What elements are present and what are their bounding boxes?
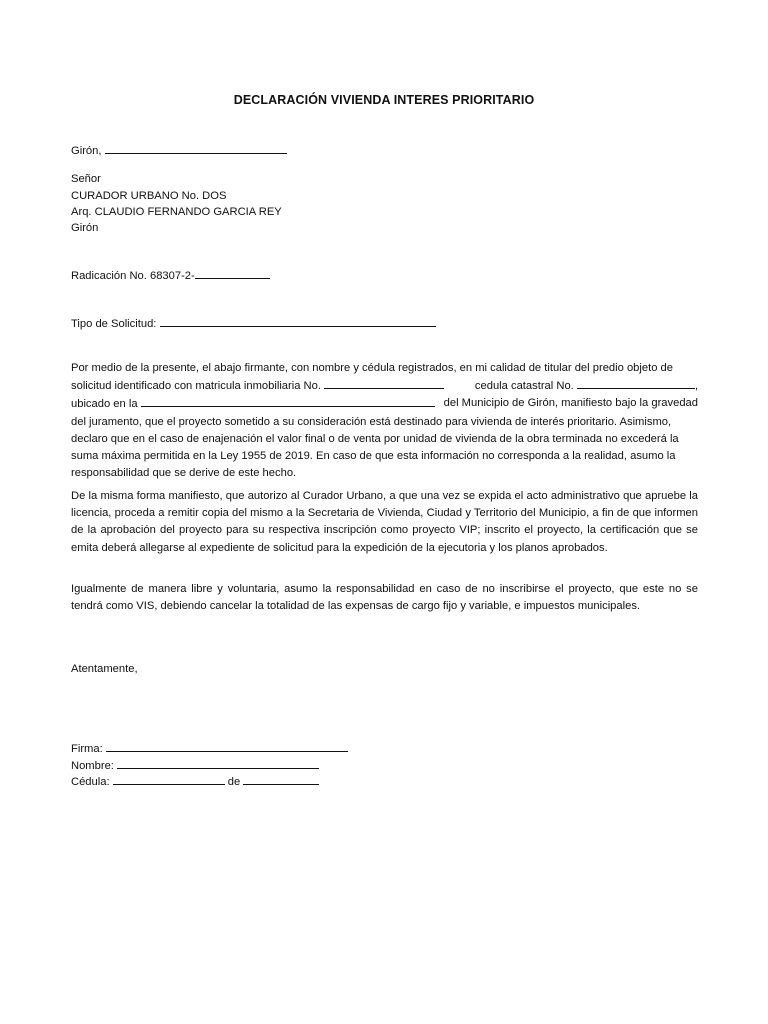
paragraph-3-text: Igualmente de manera libre y voluntaria, asumo la responsabilidad en caso de no inscribirse el proyecto, que este no se tendrá como VIS, debiendo cancelar la totalidad de las expensas de cargo fijo y variable, e impuestos municipales. <box>71 583 698 613</box>
paragraph-2-text: De la misma forma manifiesto, que autorizo al Curador Urbano, a que una vez se expida el acto administrativo que apruebe la licencia, proceda a remitir copia del mismo a la Secretaria de Vivienda, Ciudad y Territorio del Municipio, a fin de que informen de la aprobación del proyecto para su respectiva inscripción como proyecto VIP; inscrito el proyecto, la certificación que se emita deberá allegarse al expediente de solicitud para la expedición de la ejecutoria y los planos aprobados. <box>71 490 698 554</box>
firma-line <box>71 740 348 757</box>
place-date-line <box>71 142 287 159</box>
cedula-blank-field[interactable] <box>113 773 225 785</box>
paragraph-1-line-1: Por medio de la presente, el abajo firmante, con nombre y cédula registrados, en mi calidad de titular del predio objeto de <box>71 362 673 374</box>
tipo-solicitud-blank-field[interactable] <box>160 315 436 327</box>
cedula-catastral-blank-field[interactable] <box>577 377 695 389</box>
expedicion-blank-field[interactable] <box>243 773 319 785</box>
cedula-label: Cédula: <box>71 776 113 788</box>
firma-label: Firma: <box>71 743 106 755</box>
firma-blank-field[interactable] <box>106 740 348 752</box>
cedula-catastral-label: cedula catastral No. <box>471 380 577 393</box>
radicacion-blank-field[interactable] <box>195 267 270 279</box>
closing-text: Atentamente, <box>71 663 138 675</box>
recipient-city: Girón <box>71 222 99 234</box>
date-blank-field[interactable] <box>105 142 287 154</box>
de-label: de <box>224 776 244 788</box>
tipo-solicitud-line <box>71 315 436 332</box>
ubicacion-label: ubicado en la <box>71 398 141 411</box>
tipo-solicitud-label: Tipo de Solicitud: <box>71 318 160 330</box>
document-title: DECLARACIÓN VIVIENDA INTERES PRIORITARIO <box>233 93 535 107</box>
cedula-line <box>71 773 319 790</box>
municipio-text: del Municipio de Girón, manifiesto bajo la gravedad <box>443 397 698 410</box>
nombre-blank-field[interactable] <box>117 757 319 769</box>
paragraph-1-line-2 <box>71 377 698 395</box>
nombre-label: Nombre: <box>71 760 118 772</box>
paragraph-authorization <box>71 488 698 557</box>
radicacion-line <box>71 267 270 284</box>
recipient-salutation: Señor <box>71 173 101 185</box>
paragraph-responsibility <box>71 581 698 615</box>
recipient-office: CURADOR URBANO No. DOS <box>71 190 227 202</box>
matricula-blank-field[interactable] <box>324 377 444 389</box>
ubicacion-blank-field[interactable] <box>141 395 435 407</box>
place-label: Girón, <box>71 145 105 157</box>
paragraph-1-rest: del juramento, que el proyecto sometido a su consideración está destinado para vivienda de interés prioritario. Asimismo, declaro que en el caso de enajenación el valor final o de venta por unidad de vivienda de la obra terminada no excederá la suma máxima permitida en la Ley 1955 de 2019. En caso de que esta información no corresponda a la realidad, asumo la responsabilidad que se derive de este hecho. <box>71 415 679 480</box>
radicacion-label: Radicación No. 68307-2- <box>71 270 195 282</box>
paragraph-declaration <box>71 360 698 482</box>
matricula-label: solicitud identificado con matricula inmobiliaria No. <box>71 380 325 393</box>
recipient-name: Arq. CLAUDIO FERNANDO GARCIA REY <box>71 206 282 218</box>
nombre-line <box>71 757 319 774</box>
paragraph-1-line-3 <box>71 395 698 413</box>
comma: , <box>694 380 698 393</box>
